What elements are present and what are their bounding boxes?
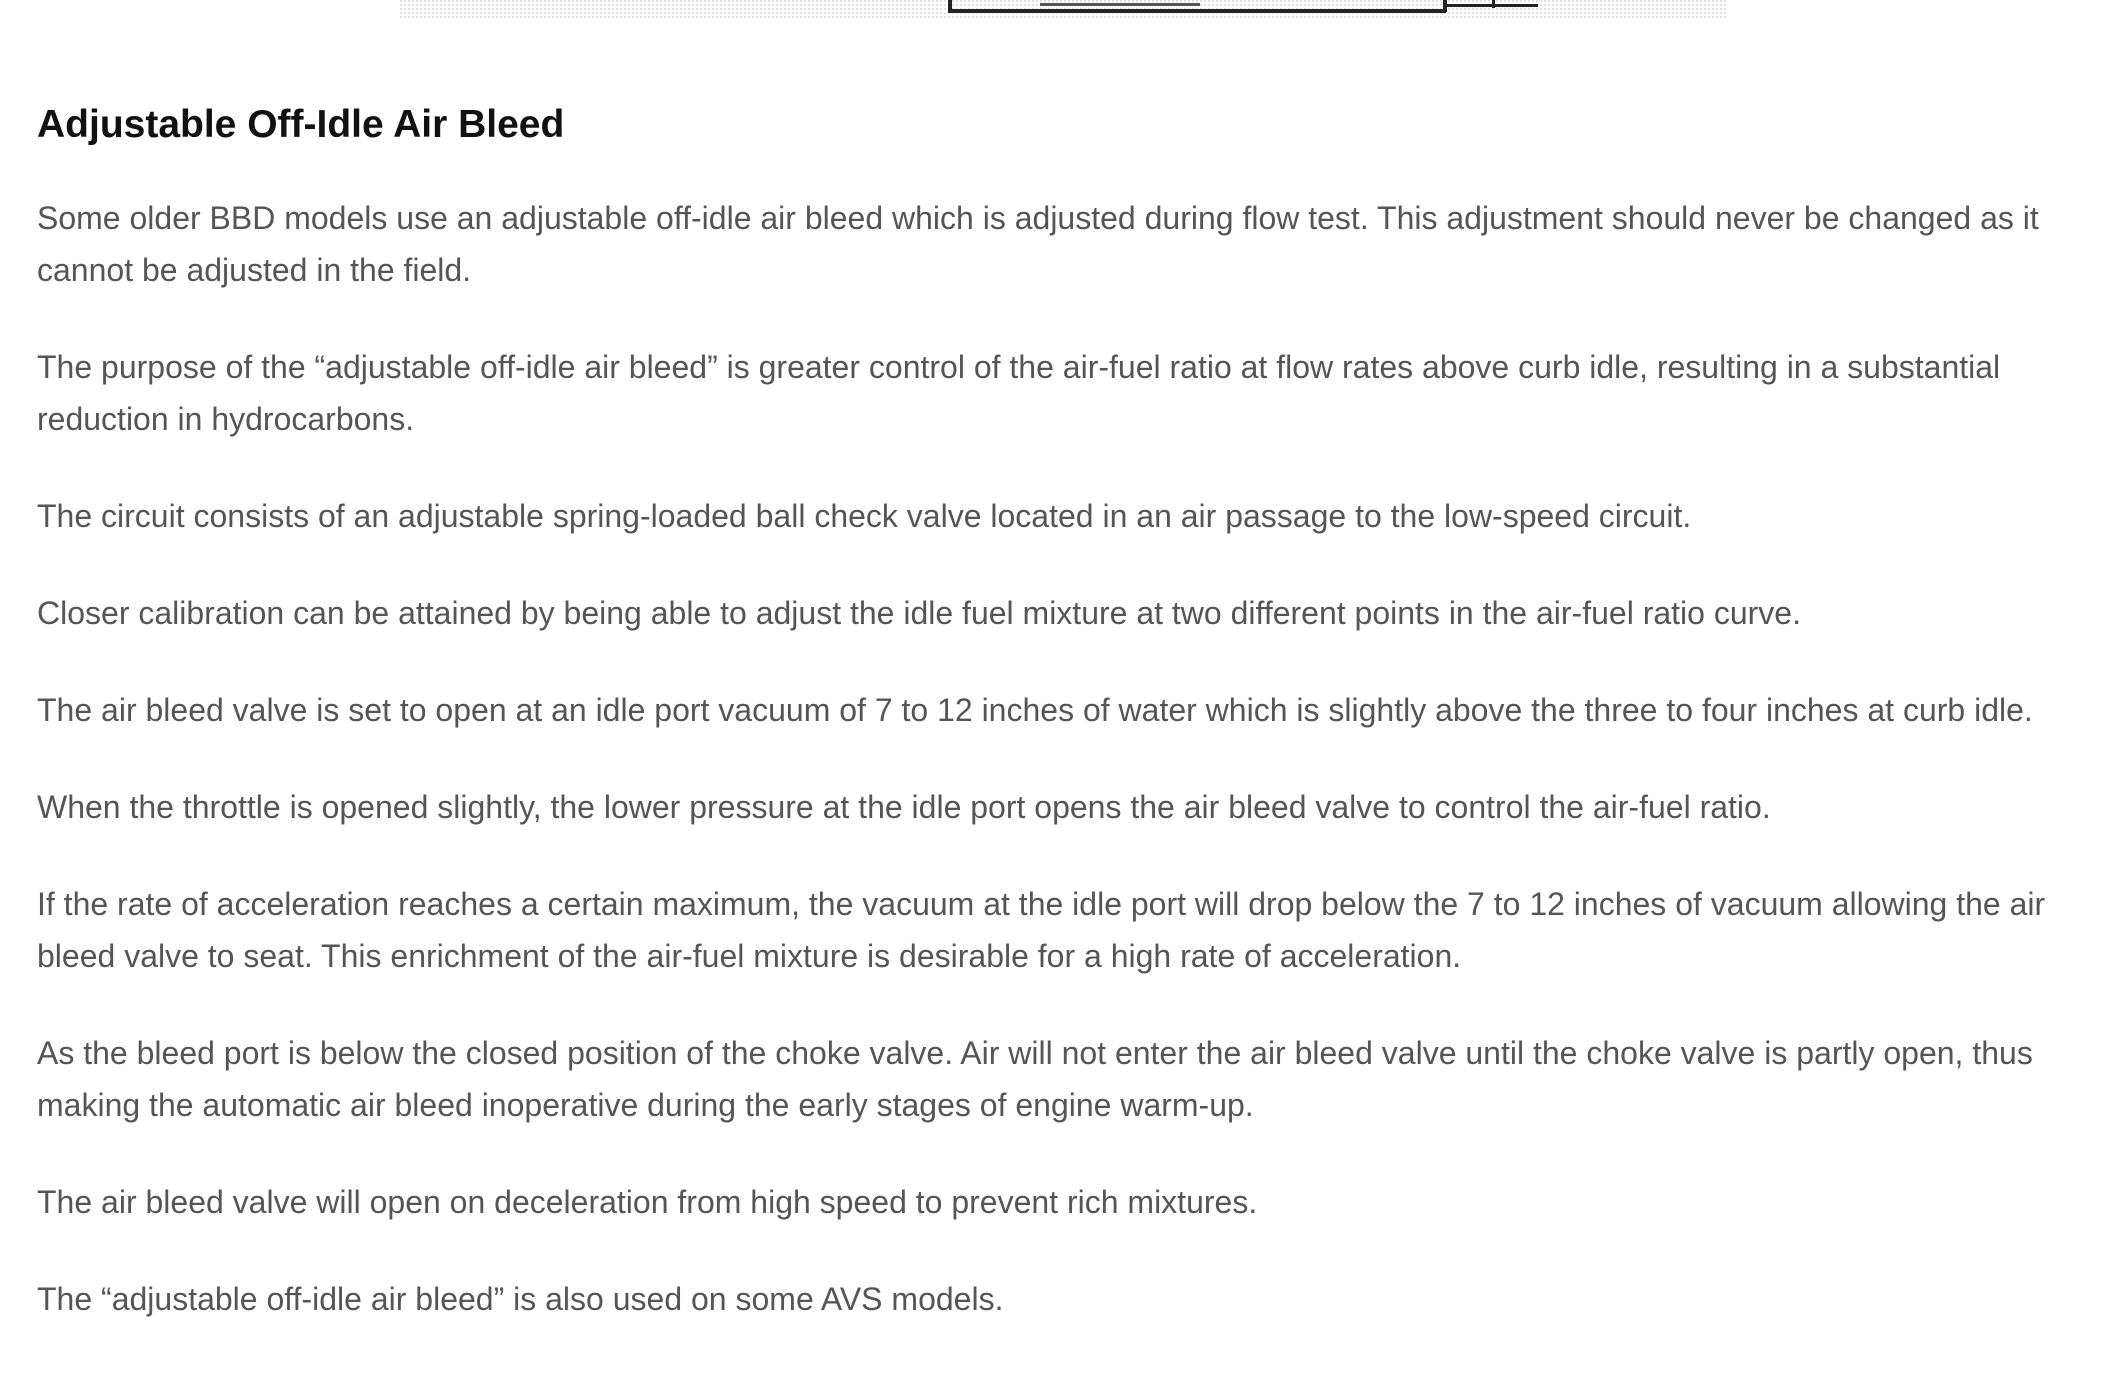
paragraph-8: As the bleed port is below the closed position of the choke valve. Air will not enter the air bleed valve until the choke valve is partly open, thus making the automatic air bleed inoperative during the early stages of engine warm-up.	[37, 1035, 2033, 1123]
diagram-illustration	[400, 0, 1726, 22]
paragraph-4: Closer calibration can be attained by being able to adjust the idle fuel mixture at two different points in the air-fuel ratio curve.	[37, 595, 1801, 631]
paragraph-10: The “adjustable off-idle air bleed” is also used on some AVS models.	[37, 1281, 1004, 1317]
section-heading: Adjustable Off-Idle Air Bleed	[37, 103, 565, 146]
paragraph-2: The purpose of the “adjustable off-idle air bleed” is greater control of the air-fuel ratio at flow rates above curb idle, resulting in a substantial reduction in hydrocarbons.	[37, 349, 2001, 437]
paragraph-3: The circuit consists of an adjustable spring-loaded ball check valve located in an air passage to the low-speed circuit.	[37, 498, 1692, 534]
paragraph-9: The air bleed valve will open on deceleration from high speed to prevent rich mixtures.	[37, 1184, 1258, 1220]
paragraph-7: If the rate of acceleration reaches a certain maximum, the vacuum at the idle port will drop below the 7 to 12 inches of vacuum allowing the air bleed valve to seat. This enrichment of the air-fuel mixture is desirable for a high rate of acceleration.	[37, 886, 2046, 974]
paragraph-6: When the throttle is opened slightly, the lower pressure at the idle port opens the air bleed valve to control the air-fuel ratio.	[37, 789, 1771, 825]
diagram-figure-bottom-edge	[400, 0, 1726, 22]
article-body	[37, 98, 2067, 1325]
paragraph-1: Some older BBD models use an adjustable off-idle air bleed which is adjusted during flow test. This adjustment should never be changed as it cannot be adjusted in the field.	[37, 200, 2039, 288]
paragraph-5: The air bleed valve is set to open at an idle port vacuum of 7 to 12 inches of water which is slightly above the three to four inches at curb idle.	[37, 692, 2033, 728]
